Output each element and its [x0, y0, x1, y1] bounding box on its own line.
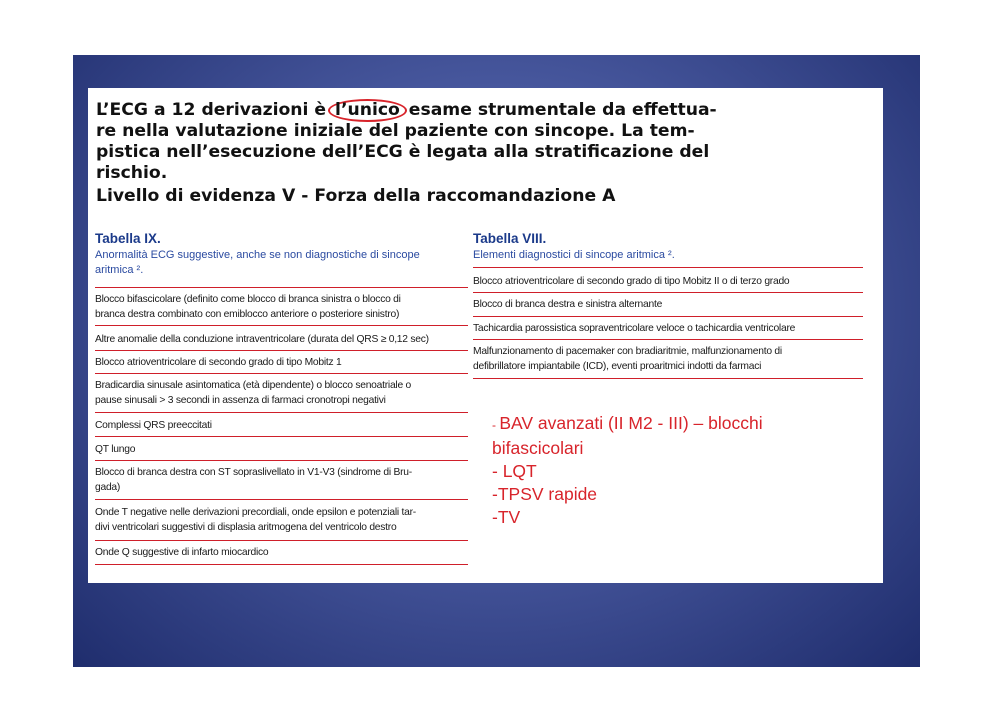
table-row: Onde Q suggestive di infarto miocardico — [95, 547, 269, 558]
table-rule — [95, 564, 468, 565]
table-row: QT lungo — [95, 444, 136, 455]
caption-line: Anormalità ECG suggestive, anche se non diagnostiche di sincope — [95, 249, 420, 261]
table-rule — [95, 412, 468, 413]
table-row: Blocco bifascicolare (definito come blocco di branca sinistra o blocco di branca destra combinato con emiblocco anteriore o posteriore sinistro) — [95, 294, 401, 320]
table-row: Tachicardia parossistica sopraventricolare veloce o tachicardia ventricolare — [473, 323, 796, 334]
table-rule — [473, 267, 863, 268]
table-row: Malfunzionamento di pacemaker con bradiaritmie, malfunzionamento di defibrillatore impiantabile (ICD), eventi proaritmici indotti da farmaci — [473, 346, 782, 372]
table-rule — [473, 339, 863, 340]
circled-word: l’unico — [328, 99, 407, 122]
note-line-2: bifascicolari — [492, 438, 584, 458]
table-row: Onde T negative nelle derivazioni precordiali, onde epsilon e potenziali tar- divi ventricolari suggestivi di displasia aritmogena del ventricolo destro — [95, 507, 416, 533]
table-row: Complessi QRS preeccitati — [95, 420, 212, 431]
annotation-notes — [492, 412, 882, 529]
note-line-1: - BAV avanzati (II M2 - III) – blocchi — [492, 413, 763, 433]
table-rule — [95, 373, 468, 374]
caption-line: aritmica ². — [95, 264, 144, 276]
heading-text: L’ECG a 12 derivazioni è — [96, 100, 333, 120]
table-row: Blocco di branca destra con ST sopraslivellato in V1-V3 (sindrome di Bru- gada) — [95, 467, 412, 493]
table-row: Bradicardia sinusale asintomatica (età dipendente) o blocco senoatriale o pause sinusali > 3 secondi in assenza di farmaci cronotropi negativi — [95, 380, 412, 406]
table-viii-caption: Elementi diagnostici di sincope aritmica ². — [473, 249, 675, 261]
table-row: Blocco di branca destra e sinistra alternante — [473, 299, 663, 310]
table-row: Blocco atrioventricolare di secondo grado di tipo Mobitz 1 — [95, 357, 342, 368]
table-ix-caption — [95, 248, 465, 278]
table-rule — [95, 350, 468, 351]
heading-text: esame strumentale da effettua- — [402, 100, 717, 120]
heading-line-4: rischio. — [96, 163, 168, 183]
note-line-5: -TV — [492, 507, 521, 527]
table-ix-title: Tabella IX. — [95, 231, 161, 246]
table-rule — [95, 287, 468, 288]
heading-line-5: Livello di evidenza V - Forza della raccomandazione A — [96, 186, 616, 206]
table-rule — [95, 325, 468, 326]
note-line-4: -TPSV rapide — [492, 484, 598, 504]
table-rule — [473, 316, 863, 317]
heading-line-1 — [96, 100, 717, 121]
table-row: Altre anomalie della conduzione intraventricolare (durata del QRS ≥ 0,12 sec) — [95, 334, 429, 345]
table-row: Blocco atrioventricolare di secondo grado di tipo Mobitz II o di terzo grado — [473, 276, 790, 287]
table-viii-title: Tabella VIII. — [473, 231, 547, 246]
table-rule — [95, 499, 468, 500]
heading-line-3: pistica nell’esecuzione dell’ECG è legata alla stratificazione del — [96, 142, 710, 162]
note-line-3: - LQT — [492, 461, 537, 481]
table-rule — [95, 540, 468, 541]
heading-line-2: re nella valutazione iniziale del paziente con sincope. La tem- — [96, 121, 695, 141]
table-rule — [95, 460, 468, 461]
table-rule — [473, 378, 863, 379]
table-rule — [473, 292, 863, 293]
table-rule — [95, 436, 468, 437]
